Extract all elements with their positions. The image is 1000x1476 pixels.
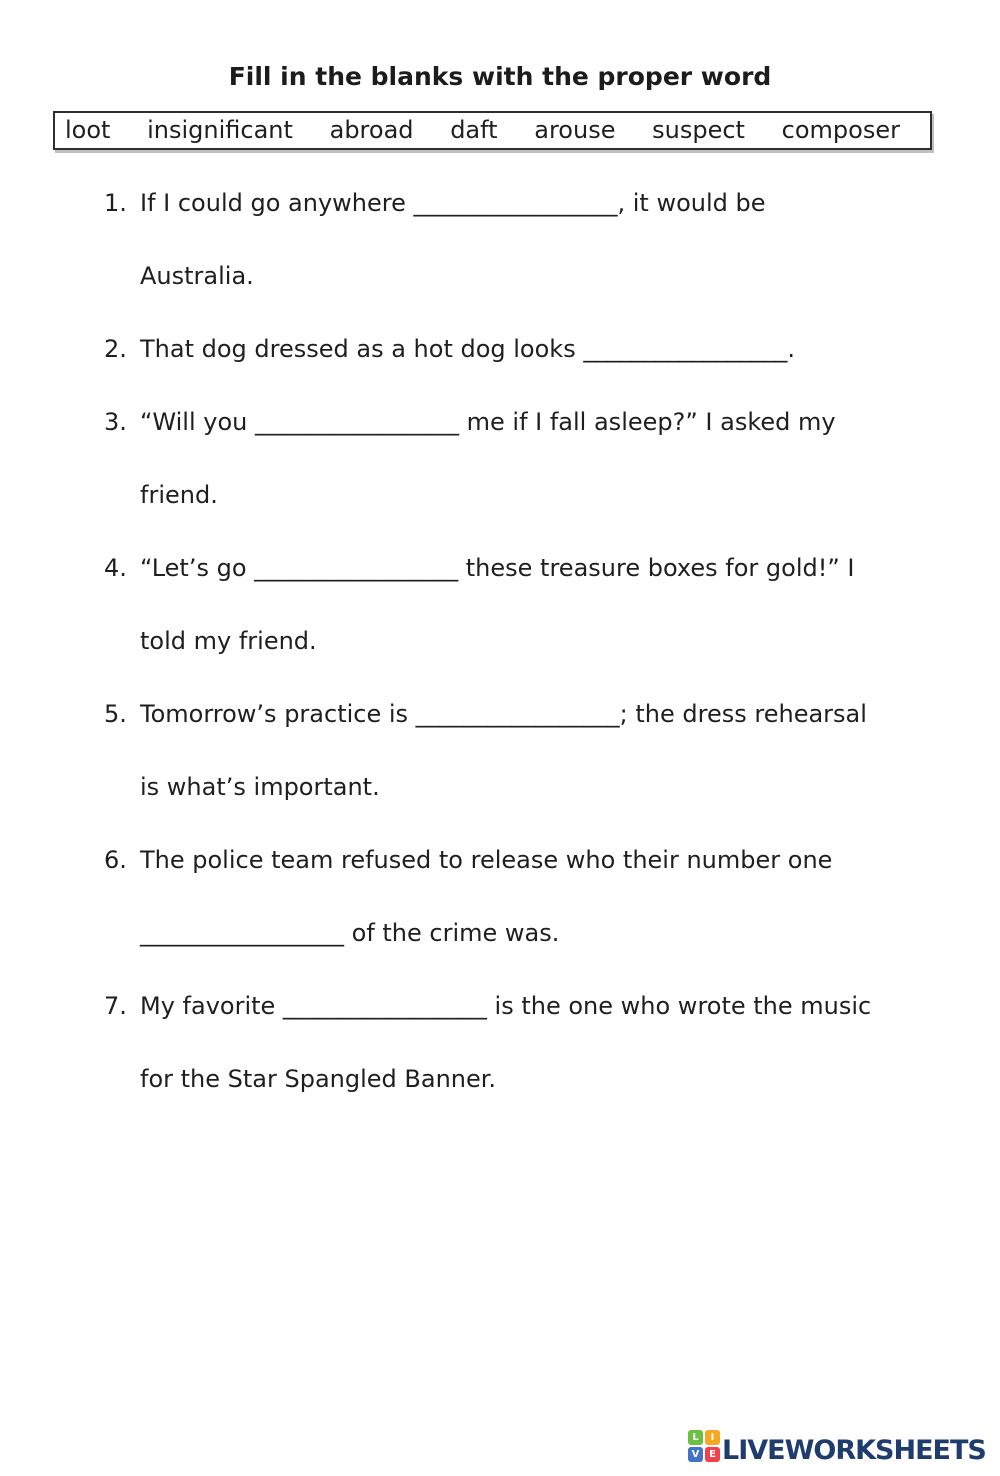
- question-3-text-pre: “Will you: [140, 408, 255, 436]
- question-1-text-post: , it would be: [617, 189, 766, 217]
- worksheet-title: Fill in the blanks with the proper word: [228, 62, 772, 91]
- logo-tile-l: L: [688, 1430, 703, 1445]
- word-bank: [53, 111, 932, 150]
- question-1-number: 1.: [104, 189, 127, 217]
- question-6-line-1: [104, 845, 1000, 875]
- word-bank-word-loot: loot: [65, 116, 111, 144]
- question-6-number: 6.: [104, 846, 127, 874]
- question-6-line-2: [140, 918, 1000, 948]
- question-1-text-pre: If I could go anywhere: [140, 189, 414, 217]
- question-5-text-post: ; the dress rehearsal: [619, 700, 867, 728]
- question-2-text-post: .: [787, 335, 795, 363]
- liveworksheets-logo[interactable]: [688, 1430, 986, 1464]
- question-5-line-1: [104, 699, 1000, 729]
- word-bank-word-daft: daft: [450, 116, 498, 144]
- question-3-text-cont: friend.: [140, 481, 218, 509]
- question-4-text-cont: told my friend.: [140, 627, 317, 655]
- answer-blank-2[interactable]: _________________: [583, 335, 788, 363]
- question-5-line-2: [140, 772, 1000, 802]
- question-3-line-1: [104, 407, 1000, 437]
- answer-blank-7[interactable]: _________________: [282, 992, 487, 1020]
- answer-blank-4[interactable]: _________________: [254, 554, 459, 582]
- question-1-text-cont: Australia.: [140, 262, 254, 290]
- question-7-text-pre: My favorite: [140, 992, 283, 1020]
- question-4-line-2: [140, 626, 1000, 656]
- question-6-text: The police team refused to release who their number one: [140, 846, 833, 874]
- word-bank-word-arouse: arouse: [534, 116, 616, 144]
- question-4-number: 4.: [104, 554, 127, 582]
- answer-blank-6[interactable]: _________________: [140, 919, 344, 947]
- question-2-line-1: [104, 334, 1000, 364]
- question-6-text-post: of the crime was.: [344, 919, 560, 947]
- answer-blank-3[interactable]: _________________: [255, 408, 459, 436]
- question-4-text-pre: “Let’s go: [140, 554, 255, 582]
- word-bank-word-composer: composer: [781, 116, 900, 144]
- question-4-line-1: [104, 553, 1000, 583]
- question-2-text-pre: That dog dressed as a hot dog looks: [140, 335, 584, 363]
- liveworksheets-logo-icon: [688, 1430, 720, 1462]
- question-5-text-cont: is what’s important.: [140, 773, 380, 801]
- answer-blank-1[interactable]: _________________: [413, 189, 618, 217]
- logo-tile-i: I: [705, 1430, 720, 1445]
- question-5-number: 5.: [104, 700, 127, 728]
- answer-blank-5[interactable]: _________________: [415, 700, 620, 728]
- question-1-line-1: [104, 188, 1000, 218]
- question-5-text-pre: Tomorrow’s practice is: [140, 700, 416, 728]
- word-bank-word-suspect: suspect: [652, 116, 745, 144]
- question-4-text-post: these treasure boxes for gold!” I: [458, 554, 855, 582]
- word-bank-word-insignificant: insignificant: [147, 116, 293, 144]
- question-3-line-2: [140, 480, 1000, 510]
- questions-list: [104, 188, 1000, 1094]
- question-7-number: 7.: [104, 992, 127, 1020]
- question-3-text-post: me if I fall asleep?” I asked my: [459, 408, 836, 436]
- logo-tile-e: E: [705, 1447, 720, 1462]
- liveworksheets-logo-text: LIVEWORKSHEETS: [722, 1435, 986, 1466]
- question-7-line-1: [104, 991, 1000, 1021]
- question-7-line-2: [140, 1064, 1000, 1094]
- question-1-line-2: [140, 261, 1000, 291]
- question-3-number: 3.: [104, 408, 127, 436]
- question-7-text-post: is the one who wrote the music: [486, 992, 872, 1020]
- question-2-number: 2.: [104, 335, 127, 363]
- logo-tile-v: V: [688, 1447, 703, 1462]
- question-7-text-cont: for the Star Spangled Banner.: [140, 1065, 497, 1093]
- word-bank-word-abroad: abroad: [329, 116, 414, 144]
